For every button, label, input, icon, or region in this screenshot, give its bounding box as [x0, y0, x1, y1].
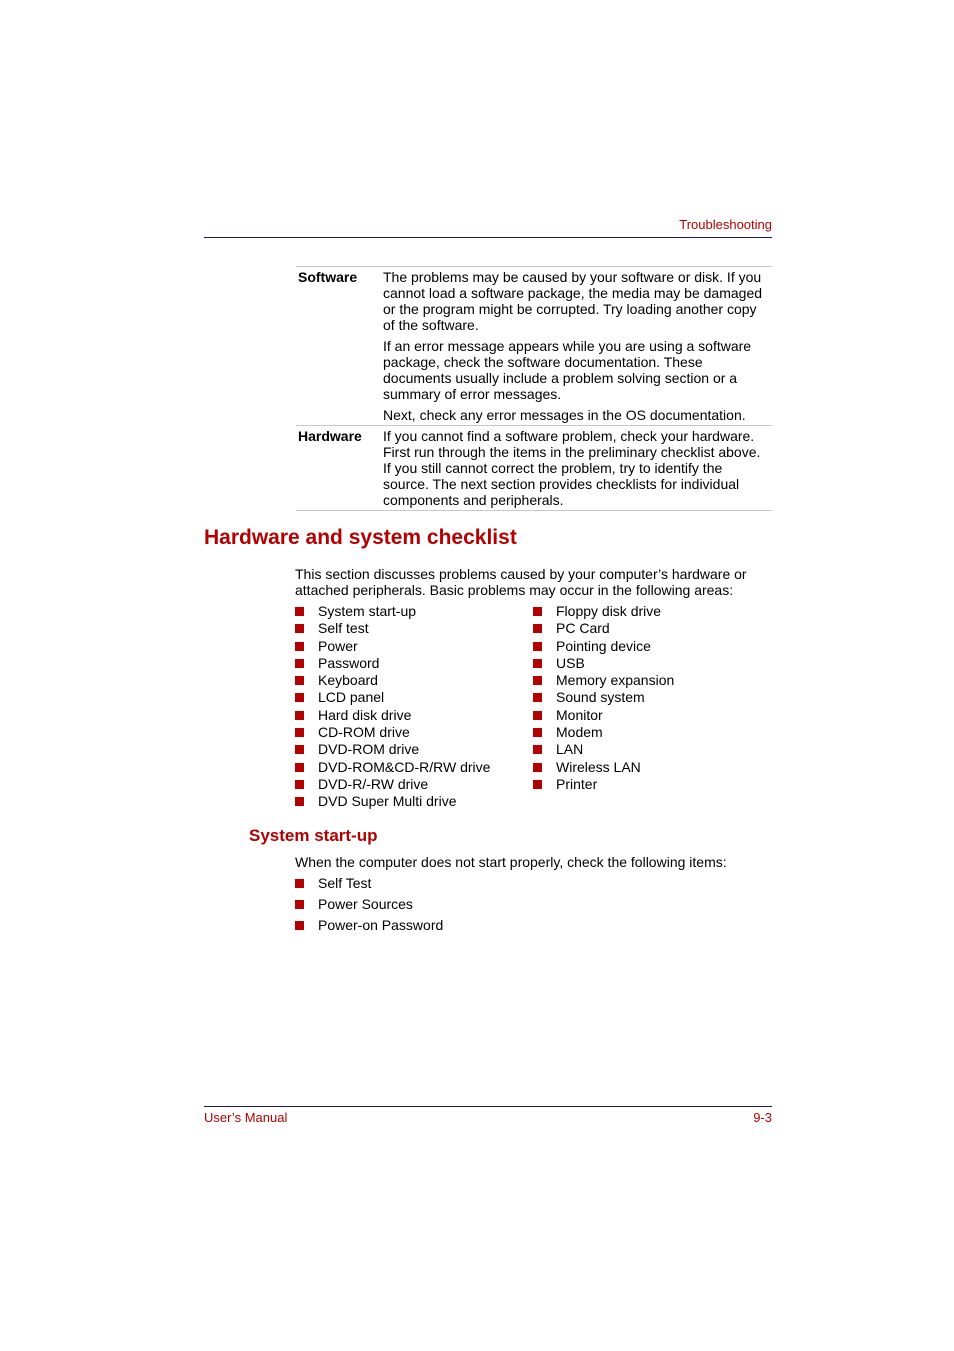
square-bullet-icon — [295, 693, 304, 702]
list-item — [295, 875, 443, 896]
paragraph: If you cannot find a software problem, check your hardware. First run through the items in the preliminary checklist above. If you still cannot correct the problem, try to identify the source. The next section provides checklists for individual components and peripherals. — [383, 428, 761, 508]
list-item — [533, 689, 674, 706]
square-bullet-icon — [533, 607, 542, 616]
square-bullet-icon — [533, 624, 542, 633]
subsection-intro: When the computer does not start properly, check the following items: — [295, 854, 727, 870]
list-item-text: LAN — [556, 741, 584, 758]
list-item — [295, 896, 443, 917]
square-bullet-icon — [295, 763, 304, 772]
square-bullet-icon — [533, 780, 542, 789]
list-item — [533, 724, 674, 741]
checklist-right-column — [533, 603, 674, 793]
paragraph: Next, check any error messages in the OS documentation. — [383, 407, 746, 423]
list-item-text: Sound system — [556, 689, 645, 706]
square-bullet-icon — [295, 642, 304, 651]
list-item-text: Modem — [556, 724, 603, 741]
running-header: Troubleshooting — [679, 217, 772, 232]
list-item-text: USB — [556, 654, 585, 671]
subsection-heading: System start-up — [249, 826, 378, 845]
list-item-text: System start-up — [318, 603, 417, 619]
list-item — [295, 655, 490, 672]
list-item — [295, 638, 490, 655]
list-item — [533, 620, 674, 637]
list-item — [533, 638, 674, 655]
square-bullet-icon — [295, 607, 304, 616]
row-text — [382, 426, 772, 511]
row-text — [382, 267, 772, 426]
square-bullet-icon — [533, 676, 542, 685]
square-bullet-icon — [295, 659, 304, 668]
list-item — [295, 741, 490, 758]
list-item-text: PC Card — [556, 620, 610, 637]
page-number: 9-3 — [753, 1110, 772, 1125]
list-item-text: DVD-R/-RW drive — [318, 775, 429, 792]
list-item — [533, 655, 674, 672]
list-item-text: Power — [318, 637, 358, 654]
square-bullet-icon — [533, 728, 542, 737]
list-item-text: Monitor — [556, 706, 603, 723]
list-item — [533, 672, 674, 689]
list-item-text: Memory expansion — [556, 672, 675, 689]
startup-checklist — [295, 875, 443, 938]
list-item-text: Power Sources — [318, 896, 413, 912]
row-label: Software — [298, 269, 358, 285]
list-item-text: LCD panel — [318, 689, 385, 706]
list-item — [533, 707, 674, 724]
square-bullet-icon — [295, 624, 304, 633]
square-bullet-icon — [295, 900, 304, 909]
table-row-hardware — [296, 426, 772, 511]
list-item — [533, 741, 674, 758]
list-item-text: Printer — [556, 775, 598, 792]
square-bullet-icon — [295, 879, 304, 888]
list-item — [295, 603, 490, 620]
paragraph: The problems may be caused by your software or disk. If you cannot load a software package, the media may be damaged or the program might be corrupted. Try loading another copy of the software. — [383, 269, 763, 333]
section-intro: This section discusses problems caused by your computer’s hardware or attached peripherals. Basic problems may occur in the following areas: — [295, 566, 747, 598]
list-item — [295, 759, 490, 776]
list-item-text: DVD-ROM drive — [318, 741, 420, 758]
square-bullet-icon — [295, 780, 304, 789]
square-bullet-icon — [533, 693, 542, 702]
footer-manual-title: User’s Manual — [204, 1110, 288, 1125]
list-item — [295, 793, 490, 810]
footer-rule — [204, 1106, 772, 1107]
checklist-left-column — [295, 603, 490, 811]
header-rule — [204, 237, 772, 238]
square-bullet-icon — [533, 711, 542, 720]
square-bullet-icon — [295, 711, 304, 720]
paragraph: If an error message appears while you are using a software package, check the software documentation. These documents usually include a problem solving section or a summary of error messages. — [383, 338, 752, 402]
list-item-text: Hard disk drive — [318, 706, 412, 723]
section-heading: Hardware and system checklist — [204, 526, 517, 549]
table-row-software — [296, 267, 772, 426]
list-item — [295, 724, 490, 741]
square-bullet-icon — [295, 921, 304, 930]
square-bullet-icon — [533, 763, 542, 772]
square-bullet-icon — [295, 728, 304, 737]
square-bullet-icon — [533, 745, 542, 754]
list-item-text: CD-ROM drive — [318, 724, 410, 741]
square-bullet-icon — [295, 676, 304, 685]
list-item-text: Wireless LAN — [556, 758, 641, 775]
list-item-text: Self test — [318, 620, 369, 637]
list-item-text: DVD-ROM&CD-R/RW drive — [318, 758, 491, 775]
list-item-text: Floppy disk drive — [556, 603, 662, 619]
list-item-text: DVD Super Multi drive — [318, 793, 457, 810]
list-item — [295, 689, 490, 706]
list-item — [295, 620, 490, 637]
list-item — [295, 776, 490, 793]
list-item — [295, 707, 490, 724]
list-item — [295, 672, 490, 689]
list-item — [533, 776, 674, 793]
list-item — [533, 603, 674, 620]
list-item — [533, 759, 674, 776]
square-bullet-icon — [295, 797, 304, 806]
square-bullet-icon — [295, 745, 304, 754]
list-item-text: Keyboard — [318, 672, 378, 689]
list-item — [295, 917, 443, 938]
square-bullet-icon — [533, 659, 542, 668]
list-item-text: Self Test — [318, 875, 372, 891]
list-item-text: Power-on Password — [318, 917, 444, 933]
row-label: Hardware — [298, 428, 362, 444]
problem-source-table — [296, 266, 772, 511]
list-item-text: Password — [318, 654, 380, 671]
list-item-text: Pointing device — [556, 637, 651, 654]
square-bullet-icon — [533, 642, 542, 651]
